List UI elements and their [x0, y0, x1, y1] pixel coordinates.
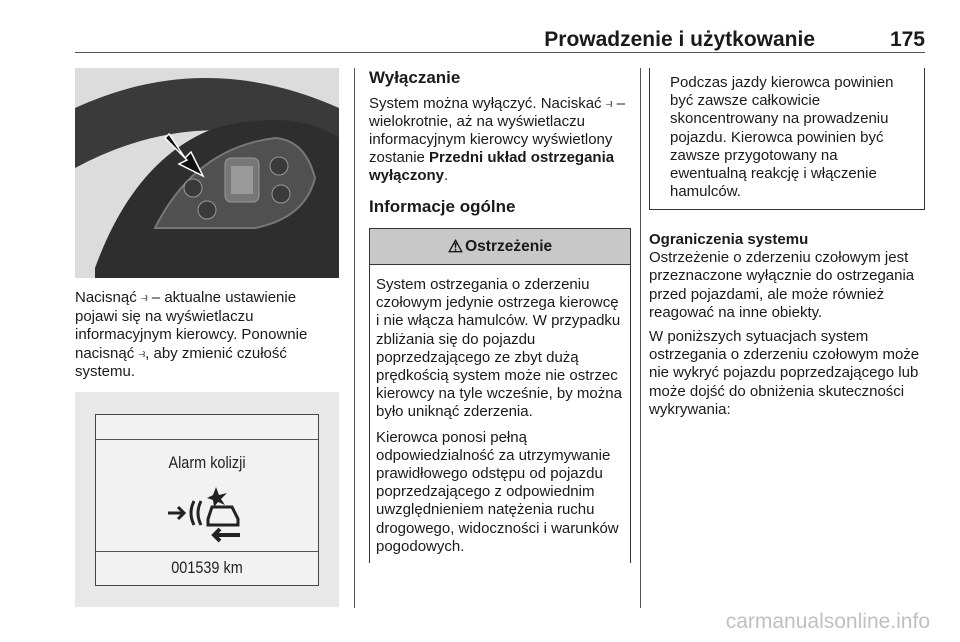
warning-label: Ostrzeżenie: [465, 237, 553, 255]
page-title: Prowadzenie i użytkowanie: [544, 28, 815, 51]
col3-text: [649, 231, 925, 425]
note-box: [649, 68, 925, 210]
off-paragraph: [369, 95, 631, 185]
collision-alert-icon: ⥽: [605, 96, 613, 110]
warning-body: [370, 265, 630, 556]
header-rule: [75, 52, 925, 53]
section-heading-limits: Ograniczenia systemu: [649, 231, 809, 248]
off-text: .: [444, 167, 449, 184]
page-number: 175: [889, 28, 925, 51]
steering-wheel-photo: [75, 68, 339, 278]
warning-box: [369, 228, 631, 563]
forward-collision-icon: [164, 483, 254, 543]
column-separator: [354, 68, 355, 608]
display-divider: [96, 551, 318, 552]
warning-paragraph: System ostrzegania o zderzeniu czołowym jedynie ostrzega kierowcę i nie włącza hamulców. W przypadku zbliżania się do pojazdu poprzedzającego ze zbyt dużą prędkością system może nie ostrzec kierowcy na tyle wcześnie, by można było uniknąć zderzenia.: [376, 276, 622, 421]
warning-header: [370, 229, 630, 265]
warning-paragraph: Kierowca ponosi pełną odpowiedzialność za utrzymywanie prawidłowego odstępu od pojazdu poprzedzającego z odpowiednim uwzględnieniem natężenia ruchu drogowego, widoczności i warunków pogodowych.: [376, 428, 619, 555]
section-heading-off: Wyłączanie: [369, 68, 461, 87]
limits-paragraph: Ostrzeżenie o zderzeniu czołowym jest przeznaczone wyłącznie do ostrzegania przed pojazdami, ale może również reagować na inne obiekty.: [649, 249, 915, 321]
watermark: carmanualsonline.info: [725, 610, 930, 633]
instruction-text: , aby zmienić czułość systemu.: [75, 344, 287, 380]
display-screen: [95, 414, 319, 586]
column-separator: [640, 68, 641, 608]
collision-alert-icon: ⥽: [138, 345, 146, 360]
display-divider: [96, 439, 318, 440]
off-text-bold: Przedni układ ostrzegania wyłączony: [369, 149, 615, 184]
section-heading-info: Informacje ogólne: [369, 197, 516, 216]
off-text: – wielokrotnie, aż na wyświetlaczu informacyjnym kierowcy wyświetlony zostanie: [369, 95, 626, 166]
note-text: Podczas jazdy kierowca powinien być zawsze całkowicie skoncentrowany na prowadzeniu pojazdu. Kierowca powinien być zawsze przygotowany na ewentualną reakcję i włączenie hamulców.: [670, 74, 894, 201]
instruction-text: – aktualne ustawienie pojawi się na wyświetlaczu informacyjnym kierowcy. Ponownie nacisnąć: [75, 289, 308, 362]
collision-alert-icon: ⥽: [140, 290, 148, 304]
off-text: System można wyłączyć. Naciskać: [369, 95, 606, 112]
col1-instruction: [75, 289, 339, 382]
col2: [369, 68, 631, 224]
display-title: Alarm kolizji: [168, 453, 246, 472]
page-header: [75, 22, 925, 52]
odometer-value: 001539 km: [171, 558, 243, 577]
instruction-text: Nacisnąć: [75, 289, 141, 306]
warning-triangle-icon: ⚠: [447, 236, 464, 256]
limits-paragraph: W poniższych sytuacjach system ostrzegania o zderzeniu czołowym może nie wykryć pojazdu poprzedzającego lub może dojść do obniżenia skuteczności wykrywania:: [649, 328, 920, 418]
driver-info-display-photo: [75, 392, 339, 607]
